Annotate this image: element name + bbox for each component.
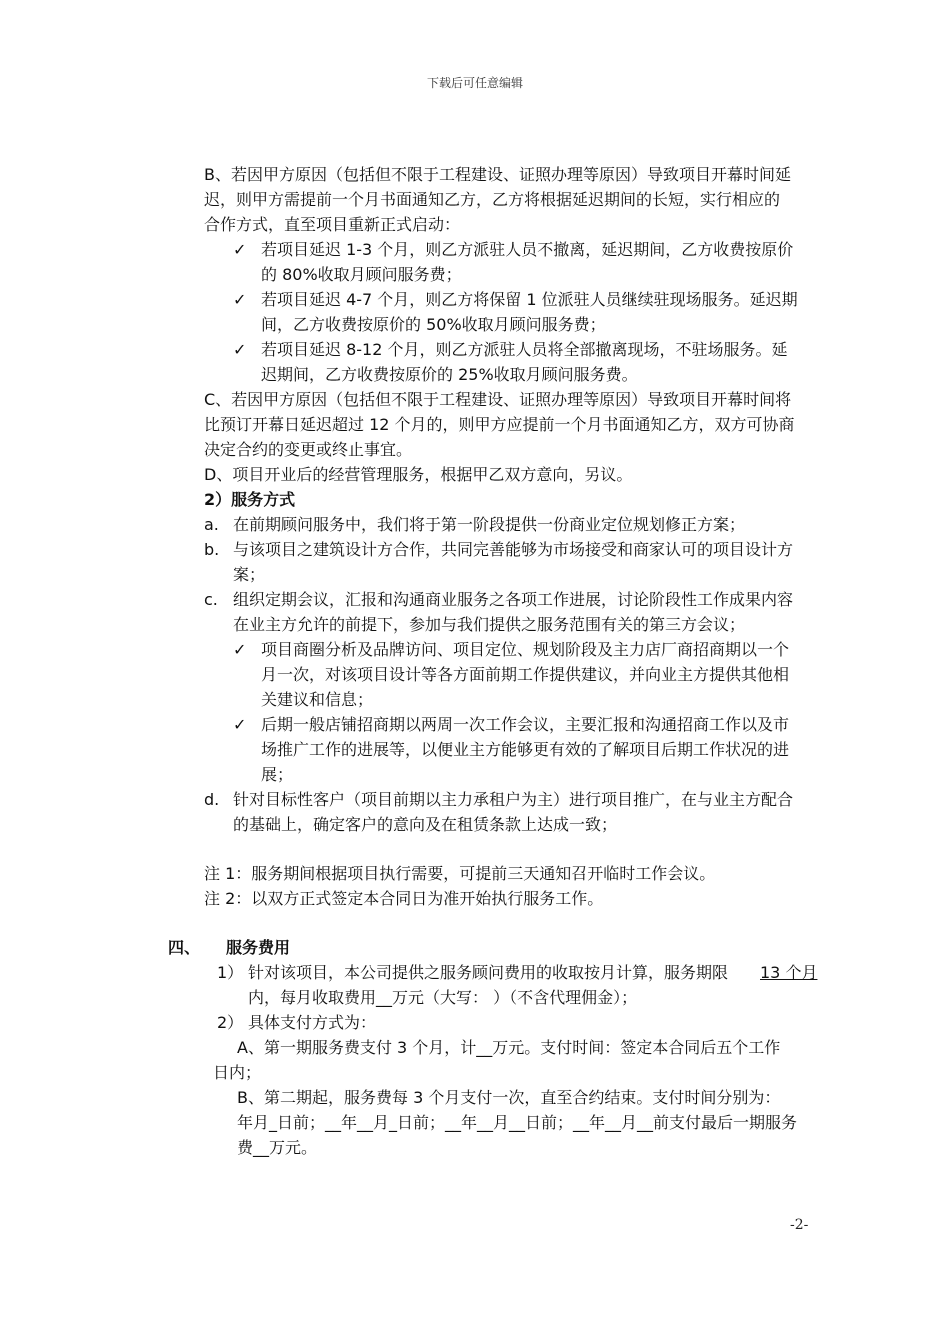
paragraph-d: D、项目开业后的经营管理服务，根据甲乙双方意向，另议。	[204, 465, 633, 484]
delay-4-7-line: 间，乙方收费按原价的 50%收取月顾问服务费；	[261, 315, 606, 334]
list-marker-b: b.	[204, 540, 220, 559]
checkmark-icon: ✓	[233, 715, 247, 734]
payment-first-line: A、第一期服务费支付 3 个月，计__万元。支付时间：签定本合同后五个工作	[237, 1038, 781, 1057]
page-header: 下载后可任意编辑	[426, 76, 523, 90]
meeting-biweekly-line: 展；	[261, 765, 294, 784]
paragraph-b-line: 合作方式，直至项目重新正式启动：	[204, 215, 461, 234]
paragraph-c-line: 决定合约的变更或终止事宜。	[204, 440, 413, 459]
delay-1-3-line: 若项目延迟 1-3 个月，则乙方派驻人员不撤离，延迟期间，乙方收费按原价	[261, 240, 794, 259]
fee-item-marker-1: 1）	[217, 963, 244, 982]
payment-first-line: 日内；	[213, 1063, 262, 1082]
list-marker-a: a.	[204, 515, 219, 534]
section-title-fees: 服务费用	[226, 938, 291, 957]
paragraph-b-line: 迟，则甲方需提前一个月书面通知乙方，乙方将根据延迟期间的长短，实行相应的	[204, 190, 781, 209]
payment-second-line: 费__万元。	[237, 1138, 318, 1157]
checkmark-icon: ✓	[233, 240, 247, 259]
delay-1-3-line: 的 80%收取月顾问服务费；	[261, 265, 462, 284]
checkmark-icon: ✓	[233, 340, 247, 359]
note-1: 注 1：服务期间根据项目执行需要，可提前三天通知召开临时工作会议。	[204, 864, 716, 883]
list-item-b: 案；	[233, 565, 266, 584]
delay-8-12-line: 若项目延迟 8-12 个月，则乙方派驻人员将全部撤离现场，不驻场服务。延	[261, 340, 788, 359]
fee-item-marker-2: 2）	[217, 1013, 244, 1032]
meeting-monthly-line: 关建议和信息；	[261, 690, 374, 709]
service-term-value: 13 个月	[760, 963, 818, 982]
note-2: 注 2：以双方正式签定本合同日为准开始执行服务工作。	[204, 889, 604, 908]
list-item-c: 组织定期会议，汇报和沟通商业服务之各项工作进展，讨论阶段性工作成果内容	[233, 590, 794, 609]
checkmark-icon: ✓	[233, 290, 247, 309]
list-item-c: 在业主方允许的前提下，参加与我们提供之服务范围有关的第三方会议；	[233, 615, 746, 634]
page-number: -2-	[790, 1217, 809, 1233]
list-item-d: 针对目标性客户（项目前期以主力承租户为主）进行项目推广，在与业主方配合	[233, 790, 794, 809]
section-heading-service-method: 2）服务方式	[204, 490, 296, 509]
list-item-d: 的基础上，确定客户的意向及在租赁条款上达成一致；	[233, 815, 618, 834]
meeting-biweekly-line: 后期一般店铺招商期以两周一次工作会议，主要汇报和沟通招商工作以及市	[261, 715, 790, 734]
delay-4-7-line: 若项目延迟 4-7 个月，则乙方将保留 1 位派驻人员继续驻现场服务。延迟期	[261, 290, 798, 309]
meeting-biweekly-line: 场推广工作的进展等，以便业主方能够更有效的了解项目后期工作状况的进	[261, 740, 790, 759]
delay-8-12-line: 迟期间，乙方收费按原价的 25%收取月顾问服务费。	[261, 365, 638, 384]
fee-item-1-line: 针对该项目，本公司提供之服务顾问费用的收取按月计算，服务期限	[248, 963, 729, 982]
list-marker-d: d.	[204, 790, 220, 809]
list-item-a: 在前期顾问服务中，我们将于第一阶段提供一份商业定位规划修正方案；	[233, 515, 746, 534]
list-marker-c: c.	[204, 590, 218, 609]
meeting-monthly-line: 项目商圈分析及品牌访问、项目定位、规划阶段及主力店厂商招商期以一个	[261, 640, 790, 659]
section-number: 四、	[168, 938, 201, 957]
list-item-b: 与该项目之建筑设计方合作，共同完善能够为市场接受和商家认可的项目设计方	[233, 540, 794, 559]
payment-second-line: B、第二期起，服务费每 3 个月支付一次，直至合约结束。支付时间分别为：	[237, 1088, 781, 1107]
fee-item-2-line: 具体支付方式为：	[248, 1013, 377, 1032]
payment-second-line: 年月_日前；__年__月_日前；__年__月__日前；__年__月__前支付最后一期服务	[237, 1113, 798, 1132]
paragraph-c-line: 比预订开幕日延迟超过 12 个月的，则甲方应提前一个月书面通知乙方，双方可协商	[204, 415, 795, 434]
meeting-monthly-line: 月一次，对该项目设计等各方面前期工作提供建议，并向业主方提供其他相	[261, 665, 790, 684]
paragraph-c-line: C、若因甲方原因（包括但不限于工程建设、证照办理等原因）导致项目开幕时间将	[204, 390, 792, 409]
paragraph-b-line: B、若因甲方原因（包括但不限于工程建设、证照办理等原因）导致项目开幕时间延	[204, 165, 791, 184]
fee-item-1-line: 内，每月收取费用__万元（大写： ）（不含代理佣金）；	[248, 988, 638, 1007]
checkmark-icon: ✓	[233, 640, 247, 659]
